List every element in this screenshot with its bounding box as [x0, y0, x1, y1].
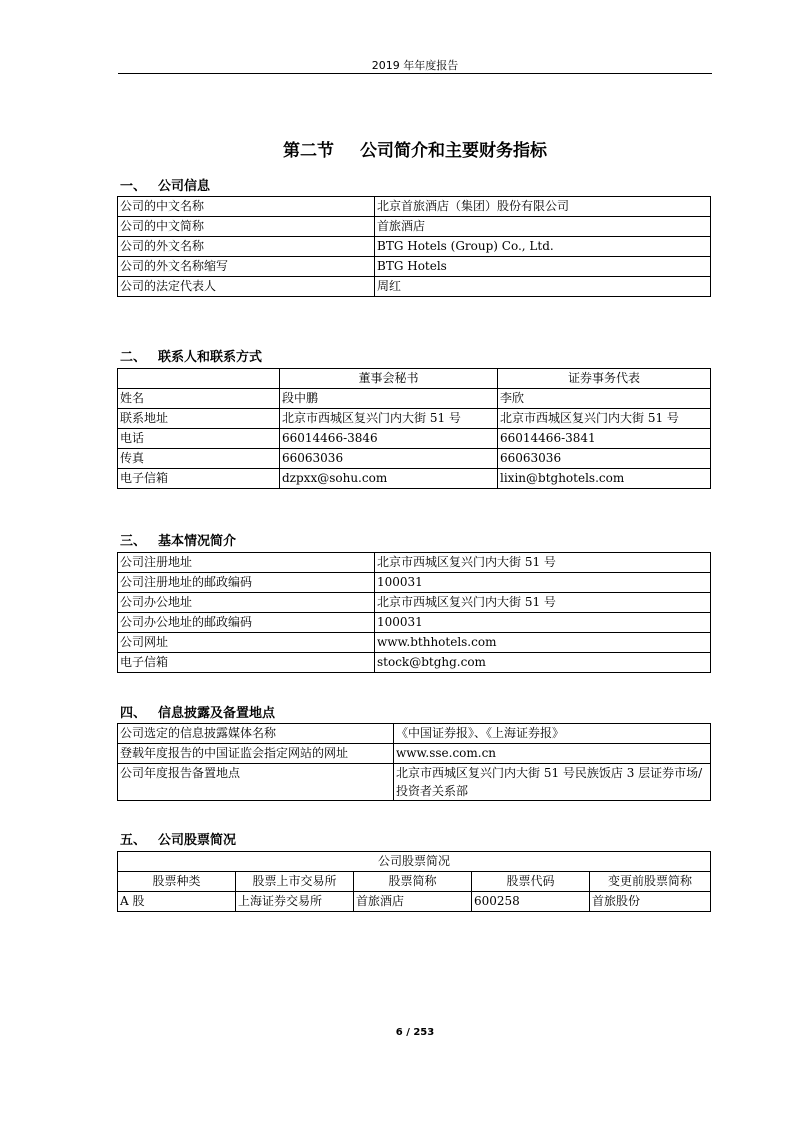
- cell: 公司注册地址: [118, 553, 375, 573]
- header-cell: 变更前股票简称: [590, 872, 711, 892]
- section-title: 基本情况简介: [158, 534, 237, 549]
- page-header: 2019 年年度报告: [371, 59, 459, 72]
- cell: 公司办公地址的邮政编码: [118, 613, 375, 633]
- cell: 北京市西城区复兴门内大街 51 号: [280, 409, 498, 429]
- cell: 公司的法定代表人: [118, 277, 375, 297]
- section-1-heading: [120, 175, 210, 194]
- table-row: [118, 469, 711, 489]
- table-row: [118, 257, 711, 277]
- chapter-title: [118, 136, 712, 161]
- header-cell: 股票代码: [472, 872, 590, 892]
- caption-cell: 公司股票简况: [118, 852, 711, 872]
- cell: 姓名: [118, 389, 280, 409]
- section-3-heading: [120, 530, 236, 549]
- header-rule: [118, 73, 712, 74]
- table-row: [118, 277, 711, 297]
- table-row: [118, 217, 711, 237]
- header-cell: 董事会秘书: [280, 369, 498, 389]
- cell: 66014466-3841: [498, 429, 711, 449]
- cell: 100031: [375, 613, 711, 633]
- cell: 600258: [472, 892, 590, 912]
- stock-table: [117, 851, 711, 912]
- cell: lixin@btghotels.com: [498, 469, 711, 489]
- cell: www.bthhotels.com: [375, 633, 711, 653]
- header-cell: 股票简称: [354, 872, 472, 892]
- cell: 公司的外文名称: [118, 237, 375, 257]
- header-cell: [118, 369, 280, 389]
- section-number: 五、: [120, 833, 147, 848]
- cell: 北京市西城区复兴门内大街 51 号: [375, 593, 711, 613]
- cell: 北京市西城区复兴门内大街 51 号: [498, 409, 711, 429]
- cell: BTG Hotels (Group) Co., Ltd.: [375, 237, 711, 257]
- section-number: 一、: [120, 179, 147, 194]
- cell: 《中国证券报》、《上海证券报》: [394, 724, 711, 744]
- cell: 北京首旅酒店（集团）股份有限公司: [375, 197, 711, 217]
- cell: BTG Hotels: [375, 257, 711, 277]
- cell: 公司选定的信息披露媒体名称: [118, 724, 394, 744]
- table-row: [118, 429, 711, 449]
- header-cell: 证券事务代表: [498, 369, 711, 389]
- cell: 首旅股份: [590, 892, 711, 912]
- disclosure-table: [117, 723, 711, 801]
- cell: 66063036: [498, 449, 711, 469]
- table-row: [118, 573, 711, 593]
- cell: 公司办公地址: [118, 593, 375, 613]
- table-row: [118, 744, 711, 764]
- cell: 首旅酒店: [375, 217, 711, 237]
- table-row: [118, 389, 711, 409]
- page-number: 6 / 253: [395, 1027, 435, 1038]
- header-cell: 股票上市交易所: [236, 872, 354, 892]
- cell: 66014466-3846: [280, 429, 498, 449]
- chapter-number: 第二节: [283, 141, 334, 161]
- basic-info-table: [117, 552, 711, 673]
- cell: 电子信箱: [118, 469, 280, 489]
- section-title: 公司股票简况: [158, 833, 237, 848]
- cell: 电子信箱: [118, 653, 375, 673]
- cell: 公司的中文简称: [118, 217, 375, 237]
- company-info-table: [117, 196, 711, 297]
- cell: 公司网址: [118, 633, 375, 653]
- cell: 电话: [118, 429, 280, 449]
- table-row: [118, 197, 711, 217]
- cell: 段中鹏: [280, 389, 498, 409]
- cell: A 股: [118, 892, 236, 912]
- cell: 上海证券交易所: [236, 892, 354, 912]
- section-title: 联系人和联系方式: [158, 350, 263, 365]
- cell: 100031: [375, 573, 711, 593]
- section-2-heading: [120, 346, 262, 365]
- table-row: [118, 553, 711, 573]
- section-5-heading: [120, 829, 236, 848]
- cell: 公司年度报告备置地点: [118, 764, 394, 801]
- cell: 公司的中文名称: [118, 197, 375, 217]
- table-row: [118, 653, 711, 673]
- section-title: 信息披露及备置地点: [158, 706, 276, 721]
- cell: 北京市西城区复兴门内大街 51 号民族饭店 3 层证券市场/投资者关系部: [394, 764, 711, 801]
- table-row: [118, 724, 711, 744]
- cell: 公司注册地址的邮政编码: [118, 573, 375, 593]
- cell: dzpxx@sohu.com: [280, 469, 498, 489]
- section-4-heading: [120, 702, 275, 721]
- cell: stock@btghg.com: [375, 653, 711, 673]
- table-header-row: [118, 872, 711, 892]
- cell: 李欣: [498, 389, 711, 409]
- table-row: [118, 237, 711, 257]
- contact-table: [117, 368, 711, 489]
- cell: 首旅酒店: [354, 892, 472, 912]
- table-row: [118, 449, 711, 469]
- section-number: 四、: [120, 706, 147, 721]
- cell: 周红: [375, 277, 711, 297]
- table-row: [118, 892, 711, 912]
- table-caption-row: [118, 852, 711, 872]
- cell: 登载年度报告的中国证监会指定网站的网址: [118, 744, 394, 764]
- table-row: [118, 409, 711, 429]
- table-row: [118, 633, 711, 653]
- cell: 传真: [118, 449, 280, 469]
- cell: 北京市西城区复兴门内大街 51 号: [375, 553, 711, 573]
- header-cell: 股票种类: [118, 872, 236, 892]
- cell: 66063036: [280, 449, 498, 469]
- table-header-row: [118, 369, 711, 389]
- section-title: 公司信息: [158, 179, 211, 194]
- section-number: 二、: [120, 350, 147, 365]
- table-row: [118, 764, 711, 801]
- cell: www.sse.com.cn: [394, 744, 711, 764]
- section-number: 三、: [120, 534, 147, 549]
- cell: 公司的外文名称缩写: [118, 257, 375, 277]
- table-row: [118, 593, 711, 613]
- table-row: [118, 613, 711, 633]
- chapter-name: 公司简介和主要财务指标: [360, 141, 547, 161]
- cell: 联系地址: [118, 409, 280, 429]
